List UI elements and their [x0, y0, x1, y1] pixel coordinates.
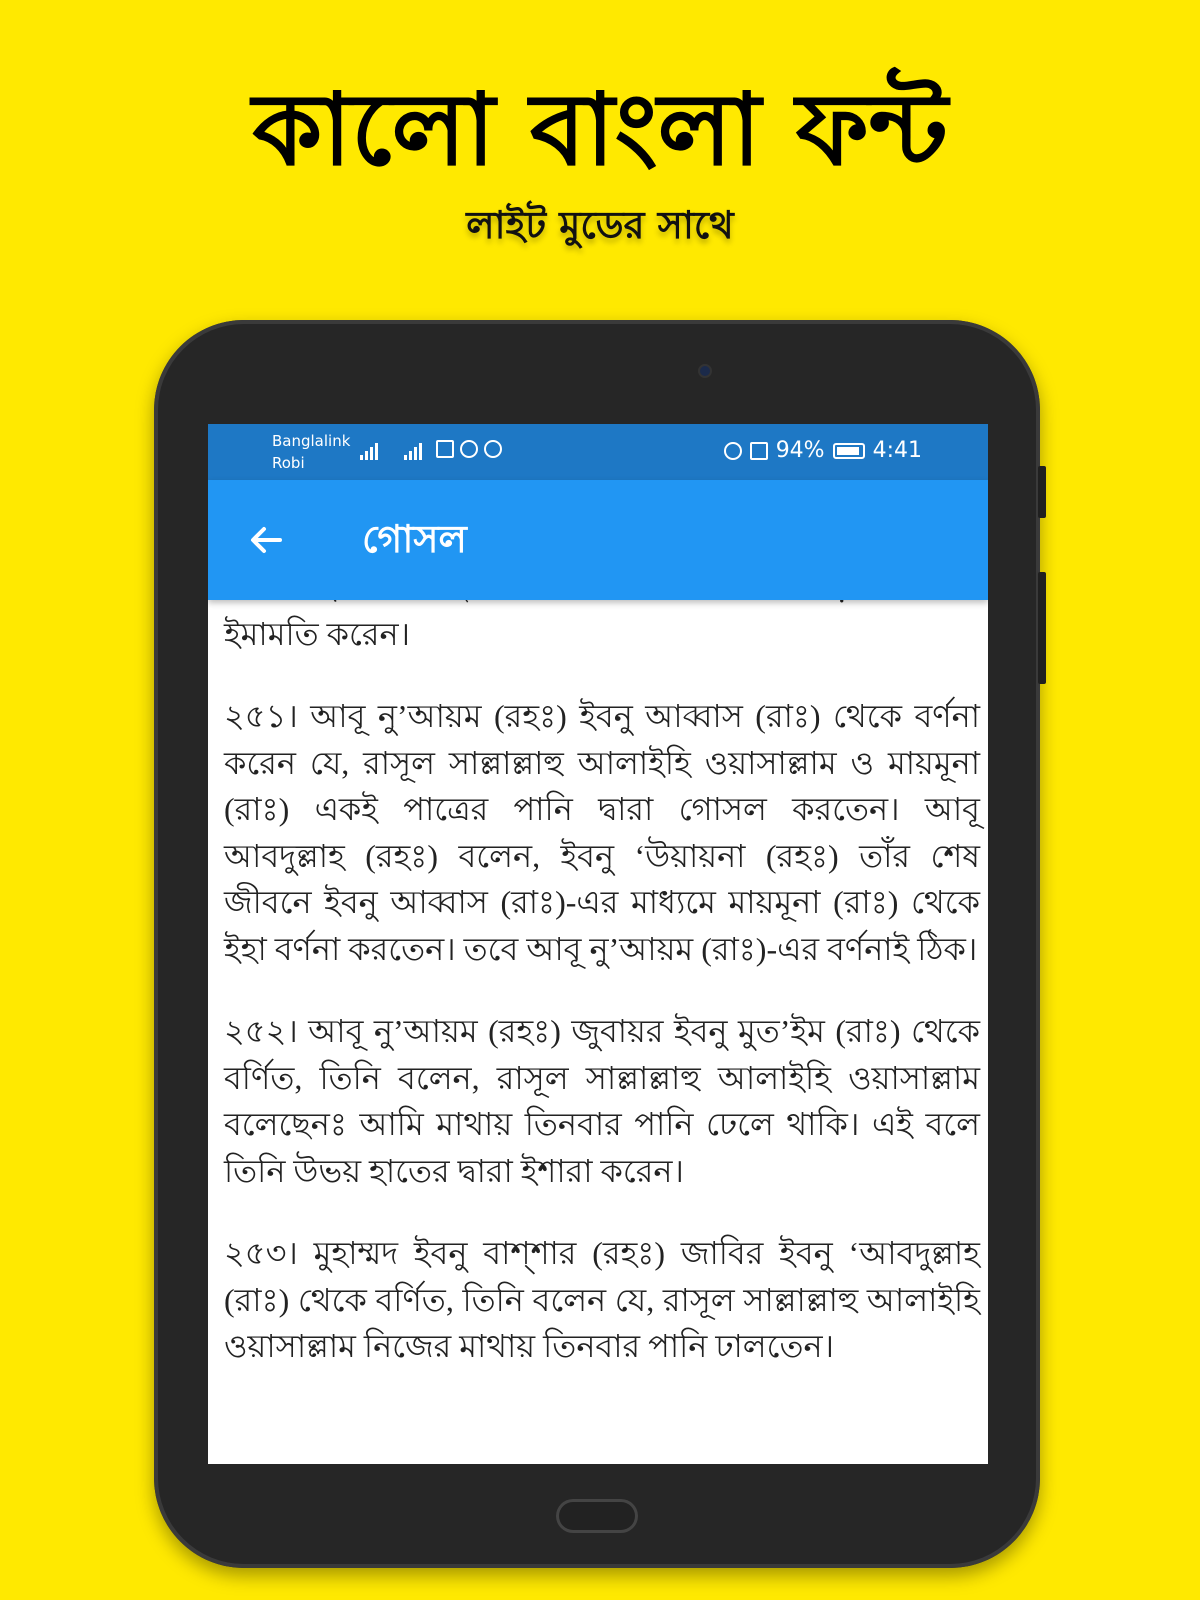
home-button[interactable]	[556, 1499, 638, 1533]
carrier-2: Robi	[272, 454, 305, 472]
back-button[interactable]	[244, 518, 288, 562]
drive-icon	[484, 440, 502, 458]
notification-icon	[436, 440, 454, 458]
battery-icon	[833, 443, 865, 459]
hadith-content[interactable]	[224, 564, 980, 1406]
page-title: গোসল	[362, 517, 467, 561]
promo-subtitle: লাইট মুডের সাথে	[466, 203, 734, 247]
power-button	[1038, 466, 1046, 518]
signal-icon	[404, 440, 422, 460]
paragraph: ২৫১। আবূ নু’আয়ম (রহঃ) ইবনু আব্বাস (রাঃ) থেকে বর্ণনা করেন যে, রাসূল সাল্লাল্লাহু আলাইহি ওয়াসাল্লাম ও মায়মূনা (রাঃ) একই পাত্রের পানি দ্বারা গোসল করতেন। আবূ আবদুল্লাহ (রহঃ) বলেন, ইবনু ‘উয়ায়না (রহঃ) তাঁর শেষ জীবনে ইবনু আব্বাস (রাঃ)-এর মাধ্যমে মায়মূনা (রাঃ) থেকে ইহা বর্ণনা করতেন। তবে আবূ নু’আয়ম (রাঃ)-এর বর্ণনাই ঠিক।	[224, 698, 980, 967]
mute-bell-icon	[750, 442, 768, 460]
clock: 4:41	[872, 438, 922, 463]
app-bar	[208, 480, 988, 600]
paragraph: ২৫৩। মুহাম্মদ ইবনু বাশ্শার (রহঃ) জাবির ইবনু ‘আবদুল্লাহ (রাঃ) থেকে বর্ণিত, তিনি বলেন যে, রাসূল সাল্লাল্লাহু আলাইহি ওয়াসাল্লাম নিজের মাথায় তিনবার পানি ঢালতেন।	[224, 1235, 980, 1364]
device-screen	[208, 424, 988, 1464]
status-bar	[208, 424, 988, 480]
front-camera	[700, 366, 710, 376]
whatsapp-icon	[460, 440, 478, 458]
promo-title: কালো বাংলা ফন্ট	[252, 71, 948, 188]
signal-icon	[360, 440, 378, 460]
volume-button	[1038, 572, 1046, 684]
arrow-left-icon	[244, 518, 288, 562]
eye-icon	[724, 442, 742, 460]
paragraph: ইমামতি করেন।	[224, 615, 411, 652]
carrier-1: Banglalink	[272, 432, 351, 450]
paragraph: ২৫২। আবূ নু’আয়ম (রহঃ) জুবায়র ইবনু মুত’ইম (রাঃ) থেকে বর্ণিত, তিনি বলেন, রাসূল সাল্লাল্লাহু আলাইহি ওয়াসাল্লাম বলেছেনঃ আমি মাথায় তিনবার পানি ঢেলে থাকি। এই বলে তিনি উভয় হাতের দ্বারা ইশারা করেন।	[224, 1013, 980, 1189]
battery-percent: 94%	[775, 438, 825, 463]
carrier-names	[272, 430, 350, 474]
